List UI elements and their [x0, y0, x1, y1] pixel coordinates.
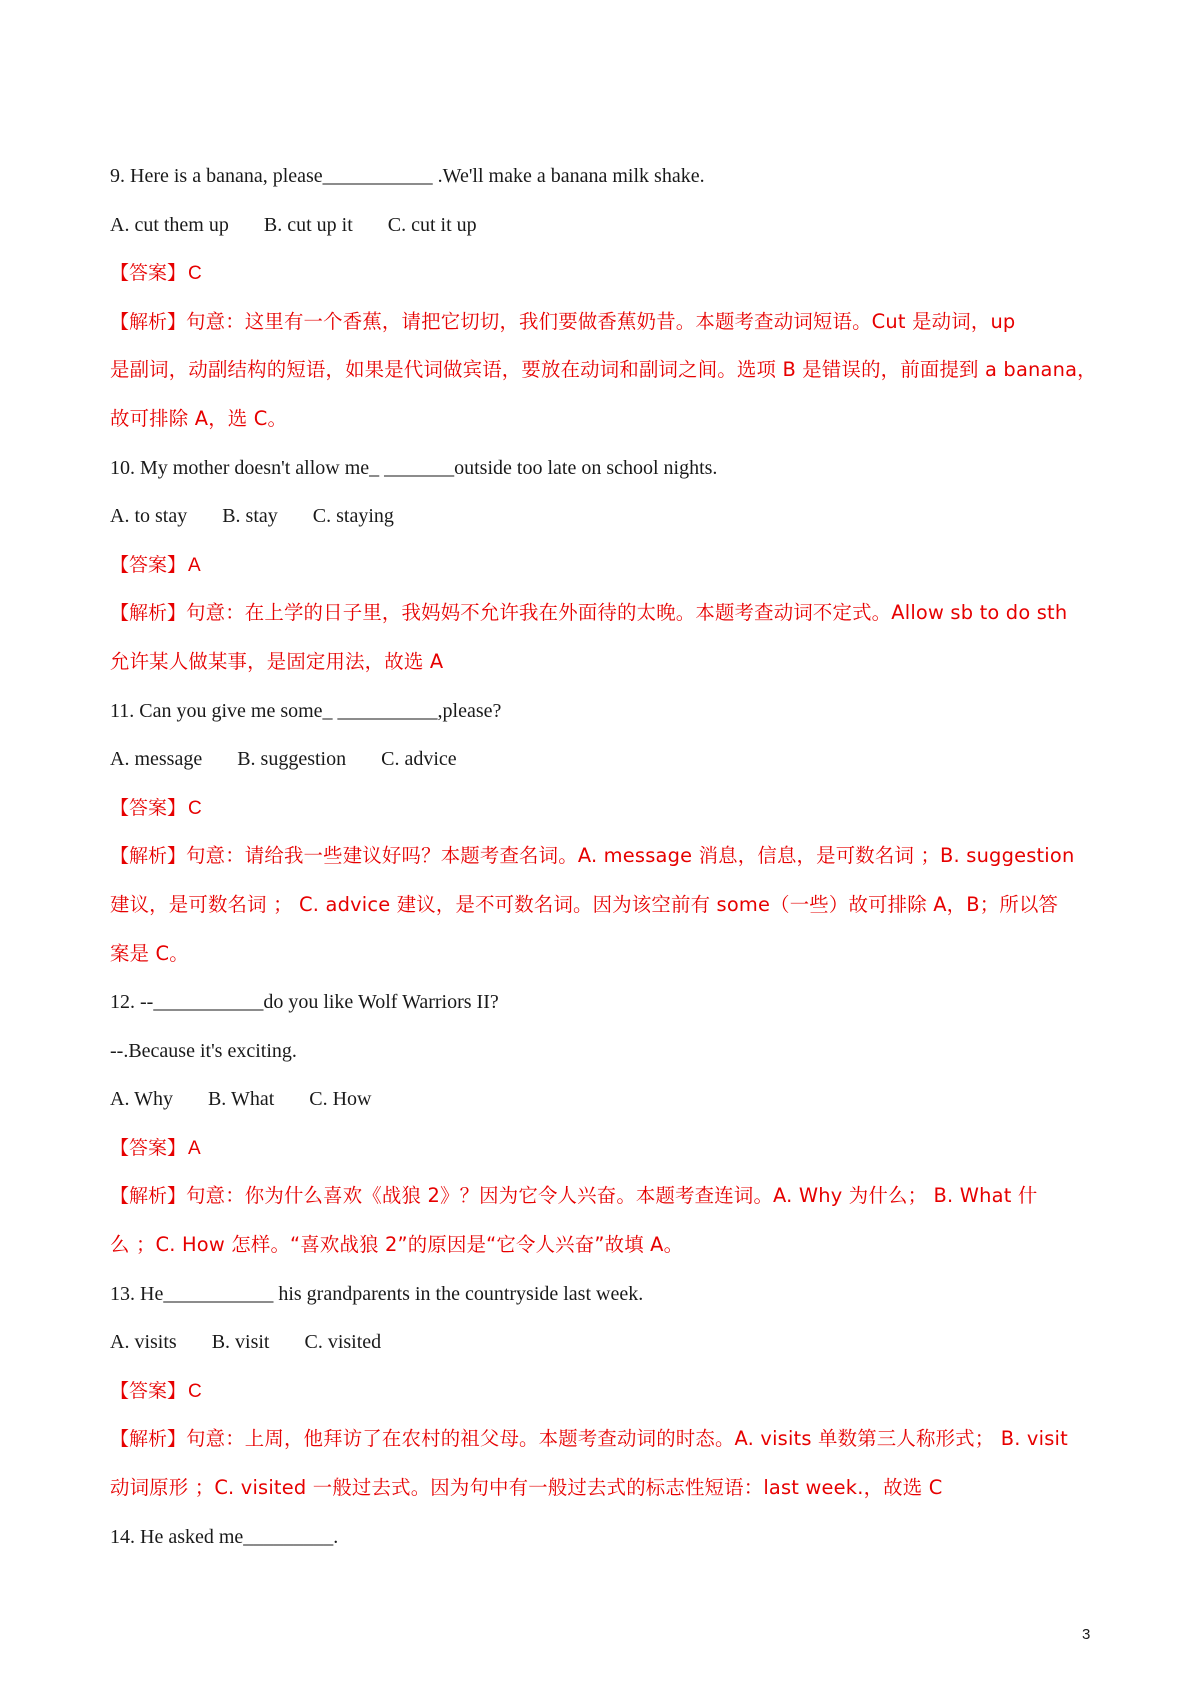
- analysis-line: [110, 1464, 1100, 1513]
- analysis-text: 句意：上周，他拜访了在农村的祖父母。本题考查动词的时态。A. visits 单数第三人称形式； B. visit: [186, 1427, 1068, 1451]
- option-c: C. cut it up: [387, 213, 477, 236]
- analysis-text: 案是 C。: [110, 941, 189, 965]
- analysis-line: [110, 832, 1100, 881]
- option-b: B. What: [207, 1088, 275, 1111]
- question-stem: 10. My mother doesn't allow me_ _______outside too late on school nights.: [110, 456, 718, 479]
- options-row: [110, 1318, 1100, 1367]
- analysis-label: 【解析】: [110, 310, 187, 333]
- option-a: A. cut them up: [110, 213, 229, 236]
- option-b: B. stay: [222, 505, 278, 528]
- answer-line: [110, 249, 1100, 298]
- option-b: B. suggestion: [237, 748, 347, 771]
- analysis-line: [110, 881, 1100, 930]
- analysis-line: [110, 346, 1100, 395]
- option-b: B. visit: [211, 1331, 270, 1354]
- answer-value: C: [188, 263, 202, 285]
- answer-value: A: [188, 1137, 201, 1159]
- option-a: A. Why: [110, 1088, 173, 1111]
- question-stem: 11. Can you give me some_ __________,please?: [110, 699, 502, 722]
- answer-value: C: [188, 1380, 202, 1402]
- answer-value: A: [188, 554, 201, 576]
- option-c: C. visited: [304, 1331, 382, 1354]
- analysis-line: [110, 930, 1100, 979]
- options-row: [110, 735, 1100, 784]
- question-stem: 13. He___________ his grandparents in the countryside last week.: [110, 1282, 644, 1305]
- analysis-label: 【解析】: [110, 602, 187, 625]
- analysis-text: 句意：在上学的日子里，我妈妈不允许我在外面待的太晚。本题考查动词不定式。Allow sb to do sth: [186, 601, 1068, 625]
- analysis-line: [110, 638, 1100, 687]
- analysis-text: 动词原形 ；C. visited 一般过去式。因为句中有一般过去式的标志性短语：last week.，故选 C: [110, 1476, 943, 1500]
- option-b: B. cut up it: [263, 213, 353, 236]
- analysis-text: 么 ；C. How 怎样。“喜欢战狼 2”的原因是“它令人兴奋”故填 A。: [110, 1233, 684, 1257]
- answer-label: 【答案】: [110, 262, 187, 285]
- analysis-line: [110, 1415, 1100, 1464]
- answer-line: [110, 784, 1100, 833]
- answer-line: [110, 1367, 1100, 1416]
- analysis-line: [110, 1221, 1100, 1270]
- analysis-line: [110, 395, 1100, 444]
- answer-label: 【答案】: [110, 553, 187, 576]
- analysis-label: 【解析】: [110, 1428, 187, 1451]
- analysis-line: [110, 298, 1100, 347]
- answer-label: 【答案】: [110, 796, 187, 819]
- option-a: A. message: [110, 748, 203, 771]
- question-stem: 14. He asked me_________.: [110, 1525, 339, 1548]
- page-number: 3: [1082, 1626, 1091, 1643]
- analysis-text: 句意：这里有一个香蕉，请把它切切，我们要做香蕉奶昔。本题考查动词短语。Cut 是动词，up: [186, 309, 1016, 333]
- option-a: A. to stay: [110, 505, 188, 528]
- analysis-line: [110, 589, 1100, 638]
- option-a: A. visits: [110, 1331, 177, 1354]
- analysis-text: 是副词，动副结构的短语，如果是代词做宾语，要放在动词和副词之间。选项 B 是错误的，前面提到 a banana，: [110, 358, 1097, 382]
- answer-line: [110, 541, 1100, 590]
- option-c: C. staying: [312, 505, 394, 528]
- analysis-text: 建议，是可数名词 ； C. advice 建议，是不可数名词。因为该空前有 some（一些）故可排除 A，B；所以答: [110, 892, 1059, 916]
- option-c: C. How: [309, 1088, 372, 1111]
- analysis-label: 【解析】: [110, 1185, 187, 1208]
- analysis-text: 句意：你为什么喜欢《战狼 2》？因为它令人兴奋。本题考查连词。A. Why 为什么； B. What 什: [186, 1184, 1038, 1208]
- question-stem: 12. --___________do you like Wolf Warriors II?: [110, 991, 499, 1014]
- options-row: [110, 1075, 1100, 1124]
- question-stem: 9. Here is a banana, please___________ .We'll make a banana milk shake.: [110, 165, 705, 187]
- analysis-text: 句意：请给我一些建议好吗？本题考查名词。A. message 消息，信息，是可数名词 ；B. suggestion: [186, 844, 1075, 868]
- answer-value: C: [188, 797, 202, 819]
- answer-label: 【答案】: [110, 1136, 187, 1159]
- option-c: C. advice: [381, 748, 457, 771]
- question-stem-reply: --.Because it's exciting.: [110, 1039, 297, 1062]
- page-content: [110, 152, 1100, 1561]
- analysis-text: 故可排除 A，选 C。: [110, 406, 288, 430]
- answer-line: [110, 1124, 1100, 1173]
- analysis-line: [110, 1172, 1100, 1221]
- analysis-text: 允许某人做某事，是固定用法，故选 A: [110, 649, 444, 673]
- analysis-label: 【解析】: [110, 845, 187, 868]
- options-row: [110, 492, 1100, 541]
- answer-label: 【答案】: [110, 1379, 187, 1402]
- options-row: [110, 201, 1100, 250]
